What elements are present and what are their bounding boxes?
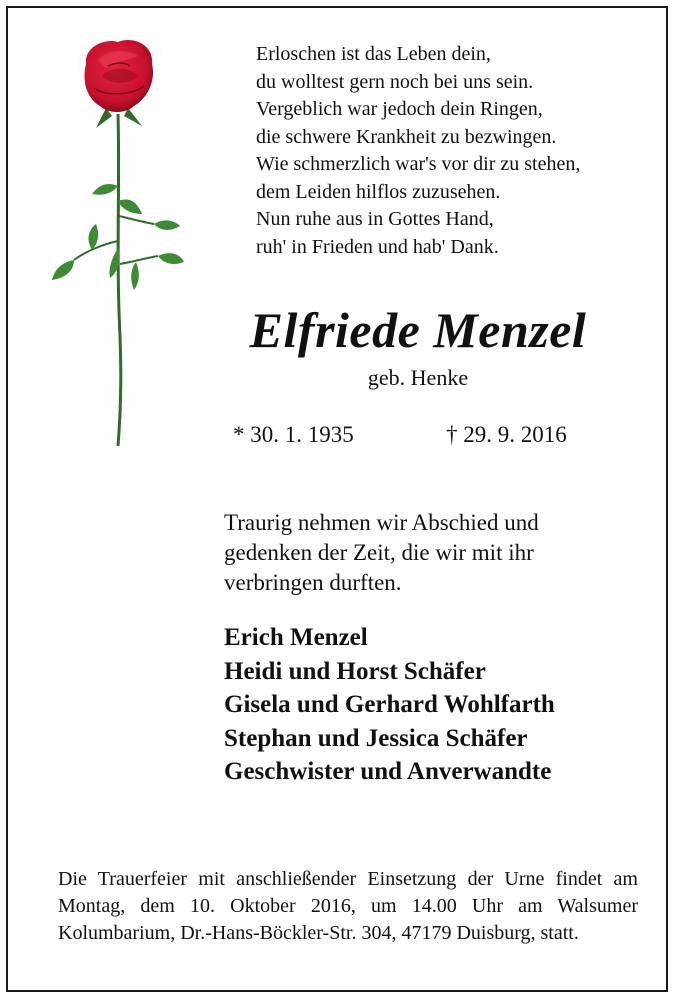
poem-line: Wie schmerzlich war's vor dir zu stehen, [256,153,581,175]
farewell-text [224,508,624,598]
mourner-name: Heidi und Horst Schäfer [224,657,486,685]
deceased-name: Elfriede Menzel [249,302,587,358]
obituary-card [6,6,668,992]
farewell-line: gedenken der Zeit, die wir mit ihr [224,540,534,565]
maiden-name: geb. Henke [367,365,469,390]
memorial-poem [256,41,656,261]
mourner-name: Gisela und Gerhard Wohlfarth [224,691,555,718]
birth-date: * 30. 1. 1935 [233,422,354,447]
mourner-name: Stephan und Jessica Schäfer [224,724,528,752]
mourner-name: Erich Menzel [224,624,368,651]
poem-line: dem Leiden hilflos zuzusehen. [256,180,501,203]
mourner-name: Geschwister und Anverwandte [224,758,552,785]
red-rose-icon [46,36,186,451]
poem-line: Erloschen ist das Leben dein, [256,43,491,65]
poem-line: Vergeblich war jedoch dein Ringen, [256,98,543,120]
poem-line: ruh' in Frieden und hab' Dank. [256,235,499,258]
farewell-line: Traurig nehmen wir Abschied und [224,510,539,535]
poem-line: Nun ruhe aus in Gottes Hand, [256,208,494,230]
farewell-line: verbringen durften. [224,570,402,595]
funeral-service-notice: Die Trauerfeier mit anschließender Einsetzung der Urne findet am Montag, dem 10. Oktober 2016, um 14.00 Uhr am Walsumer Kolumbarium, Dr.-Hans-Böckler-Str. 304, 47179 Duisburg, statt. [58,868,638,944]
death-date: † 29. 9. 2016 [446,422,567,447]
poem-line: die schwere Krankheit zu bezwingen. [256,125,557,148]
mourners-list [224,621,654,789]
poem-line: du wolltest gern noch bei uns sein. [256,70,534,93]
